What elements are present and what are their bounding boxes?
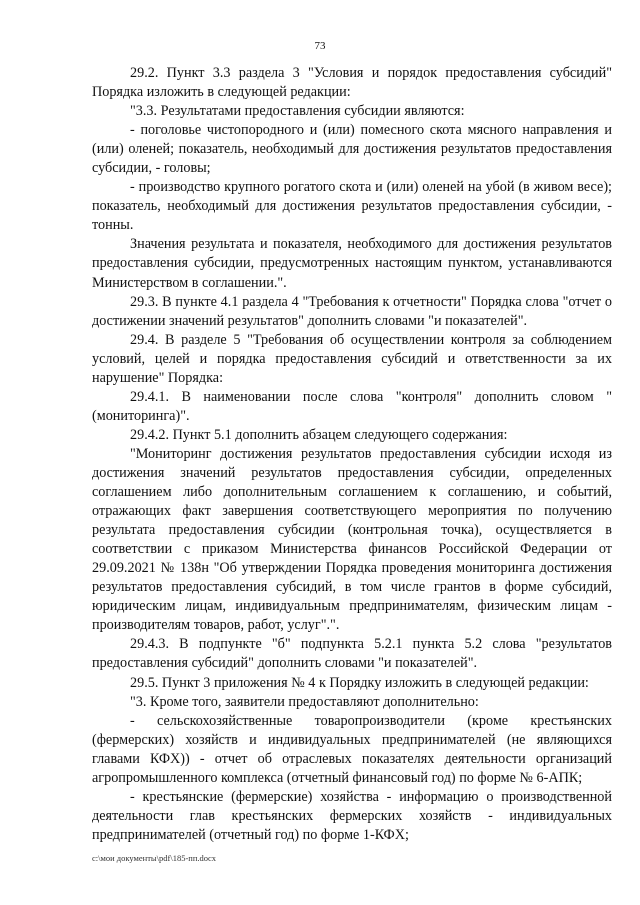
paragraph-values-established: Значения результата и показателя, необходимого для достижения результатов предоставления субсидии, предусмотренных настоящим пунктом, устанавливаются Министерством в соглашении.". <box>92 236 612 291</box>
paragraph-production-result: - производство крупного рогатого скота и (или) оленей на убой (в живом весе); показатель, необходимый для достижения результатов предоставления субсидии, - тонны. <box>92 179 612 234</box>
paragraph-29-4-2: 29.4.2. Пункт 5.1 дополнить абзацем следующего содержания: <box>130 426 508 443</box>
file-path-footer: c:\мои документы\pdf\185-пп.docx <box>92 853 217 863</box>
page-number: 73 <box>314 40 326 52</box>
paragraph-livestock-result: - поголовье чистопородного и (или) помесного скота мясного направления и (или) оленей; показатель, необходимый для достижения результатов предоставления субсидии, - головы; <box>92 122 612 177</box>
paragraph-29-4-3: 29.4.3. В подпункте "б" подпункта 5.2.1 пункта 5.2 слова "результатов предоставления субсидий" дополнить словами "и показателей". <box>92 636 612 672</box>
paragraph-29-4: 29.4. В разделе 5 "Требования об осуществлении контроля за соблюдением условий, целей и порядка предоставления субсидий и ответственности за их нарушение" Порядка: <box>92 331 612 386</box>
paragraph-29-2: 29.2. Пункт 3.3 раздела 3 "Условия и порядок предоставления субсидий" Порядка изложить в следующей редакции: <box>92 65 612 101</box>
paragraph-29-5: 29.5. Пункт 3 приложения № 4 к Порядку изложить в следующей редакции: <box>130 674 589 691</box>
paragraph-monitoring: "Мониторинг достижения результатов предоставления субсидии исходя из достижения значений результатов предоставления субсидии, определенных соглашением либо дополнительным соглашением к соглашению, и событий, отражающих факт завершения соответствующего мероприятия по получению результата предоставления субсидии (контрольная точка), осуществляется в соответствии с приказом Министерства финансов Российской Федерации от 29.09.2021 № 138н "Об утверждении Порядка проведения мониторинга достижения результатов предоставления субсидий, в том числе грантов в форме субсидий, юридическим лицам, индивидуальным предпринимателям, физическим лицам - производителям товаров, работ, услуг".". <box>92 445 612 634</box>
paragraph-3-intro: "3. Кроме того, заявители предоставляют дополнительно: <box>130 693 479 710</box>
paragraph-3-3-intro: "3.3. Результатами предоставления субсидии являются: <box>130 103 465 120</box>
document-body <box>92 64 612 845</box>
paragraph-farms: - крестьянские (фермерские) хозяйства - информацию о производственной деятельности глав крестьянских фермерских хозяйств - индивидуальных предпринимателей (отчетный год) по форме 1-КФХ; <box>92 788 612 843</box>
paragraph-agri-producers: - сельскохозяйственные товаропроизводители (кроме крестьянских (фермерских) хозяйств и индивидуальных предпринимателей (не являющихся главами КФХ)) - отчет об отраслевых показателях деятельности организаций агропромышленного комплекса (отчетный финансовый год) по форме № 6-АПК; <box>92 712 612 786</box>
paragraph-29-4-1: 29.4.1. В наименовании после слова "контроля" дополнить словом "(мониторинга)". <box>92 388 612 424</box>
paragraph-29-3: 29.3. В пункте 4.1 раздела 4 "Требования к отчетности" Порядка слова "отчет о достижении значений результатов" дополнить словами "и показателей". <box>92 293 612 329</box>
